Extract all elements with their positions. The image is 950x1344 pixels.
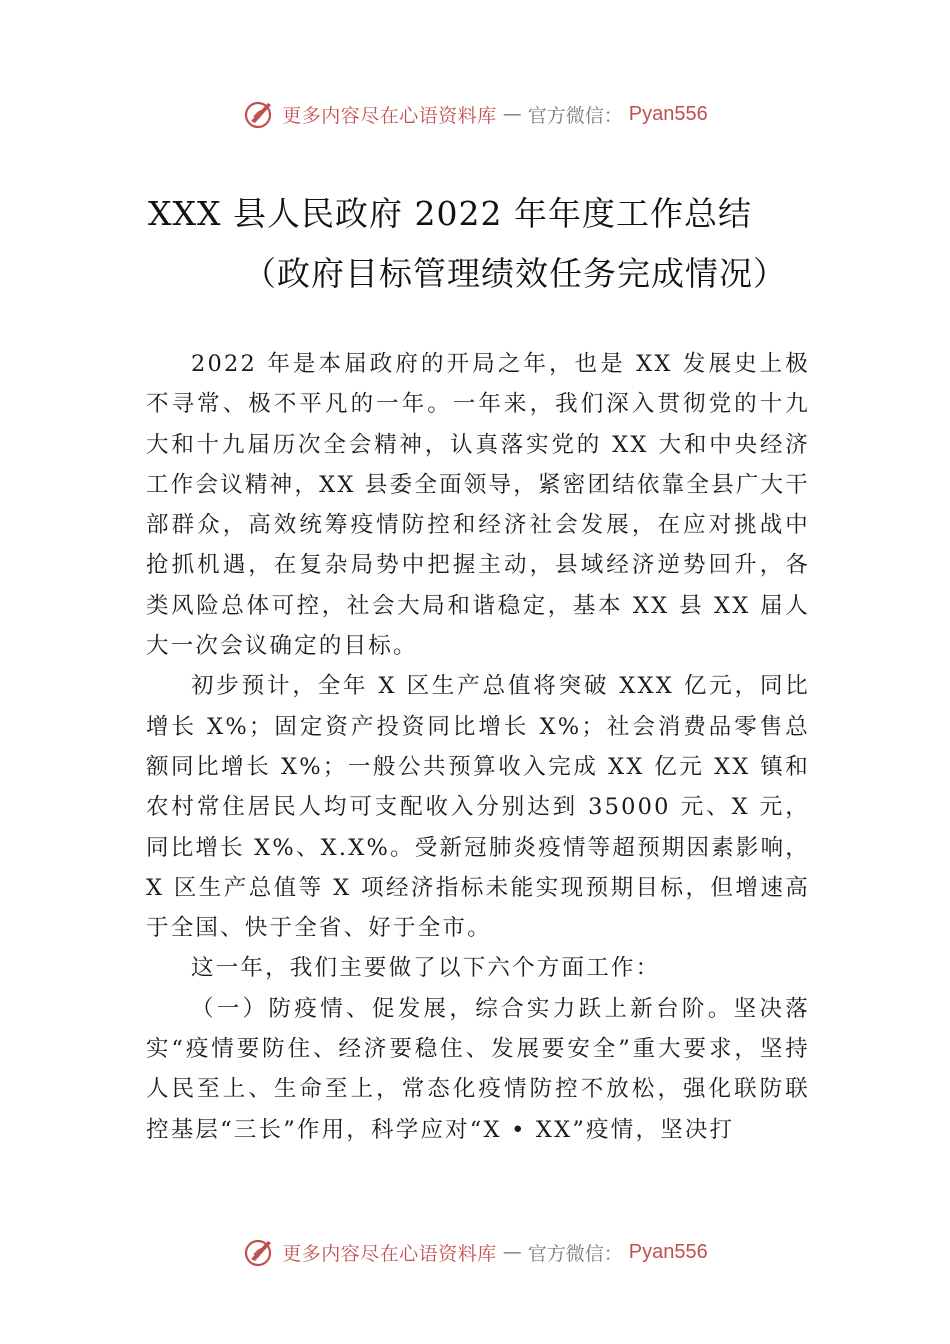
document-title: XXX 县人民政府 2022 年年度工作总结 (148, 194, 752, 233)
watermark-header (0, 94, 950, 134)
quill-seal-icon (242, 97, 276, 131)
document-body (146, 344, 810, 1150)
paragraph-overview: 这一年，我们主要做了以下六个方面工作： (191, 955, 661, 982)
watermark-wechat-label: 官方微信： (527, 1242, 623, 1265)
watermark-footer (0, 1232, 950, 1272)
watermark-slogan: 更多内容尽在心语资料库 (282, 104, 497, 127)
watermark-slogan: 更多内容尽在心语资料库 (282, 1242, 497, 1265)
watermark-dash: — (502, 1241, 522, 1263)
paragraph-section-one: （一）防疫情、促发展，综合实力跃上新台阶。坚决落实“疫情要防住、经济要稳住、发展要安全”重大要求，坚持人民至上、生命至上，常态化疫情防控不放松，强化联防联控基层“三长”作用，科学应对“X • XX”疫情，坚决打 (146, 995, 810, 1143)
quill-seal-icon (242, 1235, 276, 1269)
watermark-wechat-label: 官方微信： (527, 104, 623, 127)
paragraph-intro: 2022 年是本届政府的开局之年，也是 XX 发展史上极不寻常、极不平凡的一年。一年来，我们深入贯彻党的十九大和十九届历次全会精神，认真落实党的 XX 大和中央经济工作会议精神，XX 县委全面领导，紧密团结依靠全县广大干部群众，高效统筹疫情防控和经济社会发展，在应对挑战中抢抓机遇，在复杂局势中把握主动，县域经济逆势回升，各类风险总体可控，社会大局和谐稳定，基本 XX 县 XX 届人大一次会议确定的目标。 (146, 351, 810, 660)
watermark-wechat-id: Pyan556 (628, 1240, 708, 1263)
watermark-dash: — (502, 103, 522, 125)
watermark-wechat-id: Pyan556 (628, 102, 708, 125)
paragraph-indicators: 初步预计，全年 X 区生产总值将突破 XXX 亿元，同比增长 X%；固定资产投资同比增长 X%；社会消费品零售总额同比增长 X%；一般公共预算收入完成 XX 亿元 XX 镇和农村常住居民人均可支配收入分别达到 35000 元、X 元， 同比增长 X%、X.X%。受新冠肺炎疫情等超预期因素影响，X 区生产总值等 X 项经济指标未能实现预期目标，但增速高于全国、快于全省、好于全市。 (146, 673, 810, 942)
document-subtitle: （政府目标管理绩效任务完成情况） (243, 254, 787, 293)
